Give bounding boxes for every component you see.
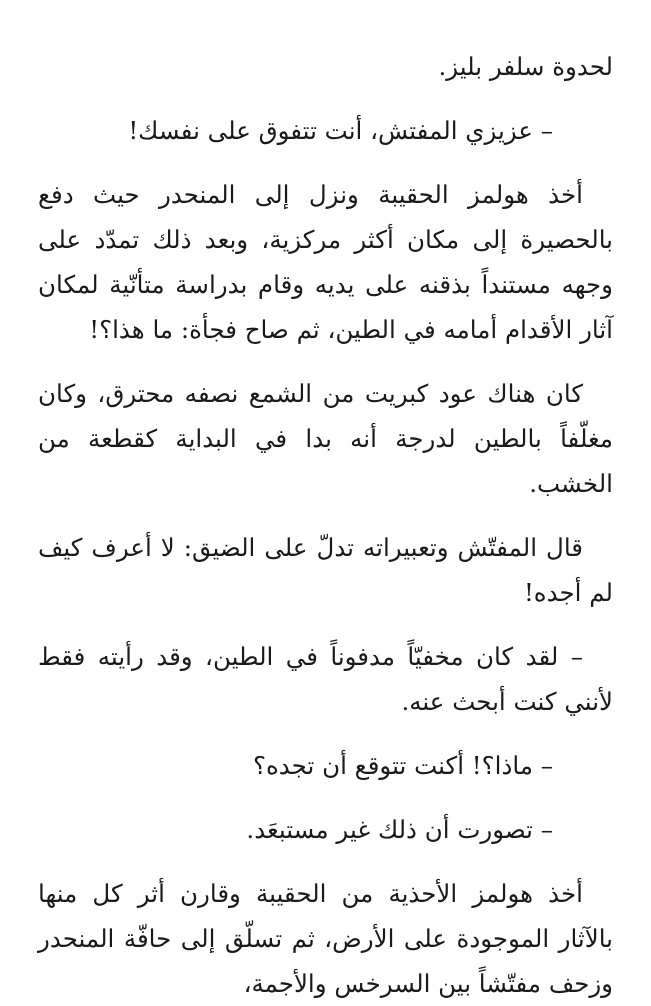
dialogue-line: – تصورت أن ذلك غير مستبعَد.	[246, 815, 553, 844]
dialogue-line: – عزيزي المفتش، أنت تتفوق على نفسك!	[128, 116, 553, 145]
dialogue-paragraph: – لقد كان مخفيّاً مدفوناً في الطين، وقد رأيته فقط لأنني كنت أبحث عنه.	[38, 642, 613, 716]
paragraph: كان هناك عود كبريت من الشمع نصفه محترق، وكان مغلّفاً بالطين لدرجة أنه بدا في البداية كقطعة من الخشب.	[38, 379, 613, 498]
paragraph: أخذ هولمز الحقيبة ونزل إلى المنحدر حيث دفع بالحصيرة إلى مكان أكثر مركزية، وبعد ذلك تمدّد على وجهه مستنداً بذقنه على يديه وقام بدراسة متأنّية لمكان آثار الأقدام أمامه في الطين، ثم صاح فجأة: ما هذا؟!	[38, 180, 613, 344]
dialogue-line: – ماذا؟! أكنت تتوقع أن تجده؟	[252, 751, 553, 780]
paragraph: أخذ هولمز الأحذية من الحقيبة وقارن أثر كل منها بالآثار الموجودة على الأرض، ثم تسلّق إلى حافّة المنحدر وزحف مفتّشاً بين السرخس والأجمة،	[38, 879, 613, 998]
paragraph: قال المفتّش وتعبيراته تدلّ على الضيق: لا أعرف كيف لم أجده!	[38, 533, 613, 607]
paragraph-continuation: لحدوة سلفر بليز.	[438, 52, 613, 81]
